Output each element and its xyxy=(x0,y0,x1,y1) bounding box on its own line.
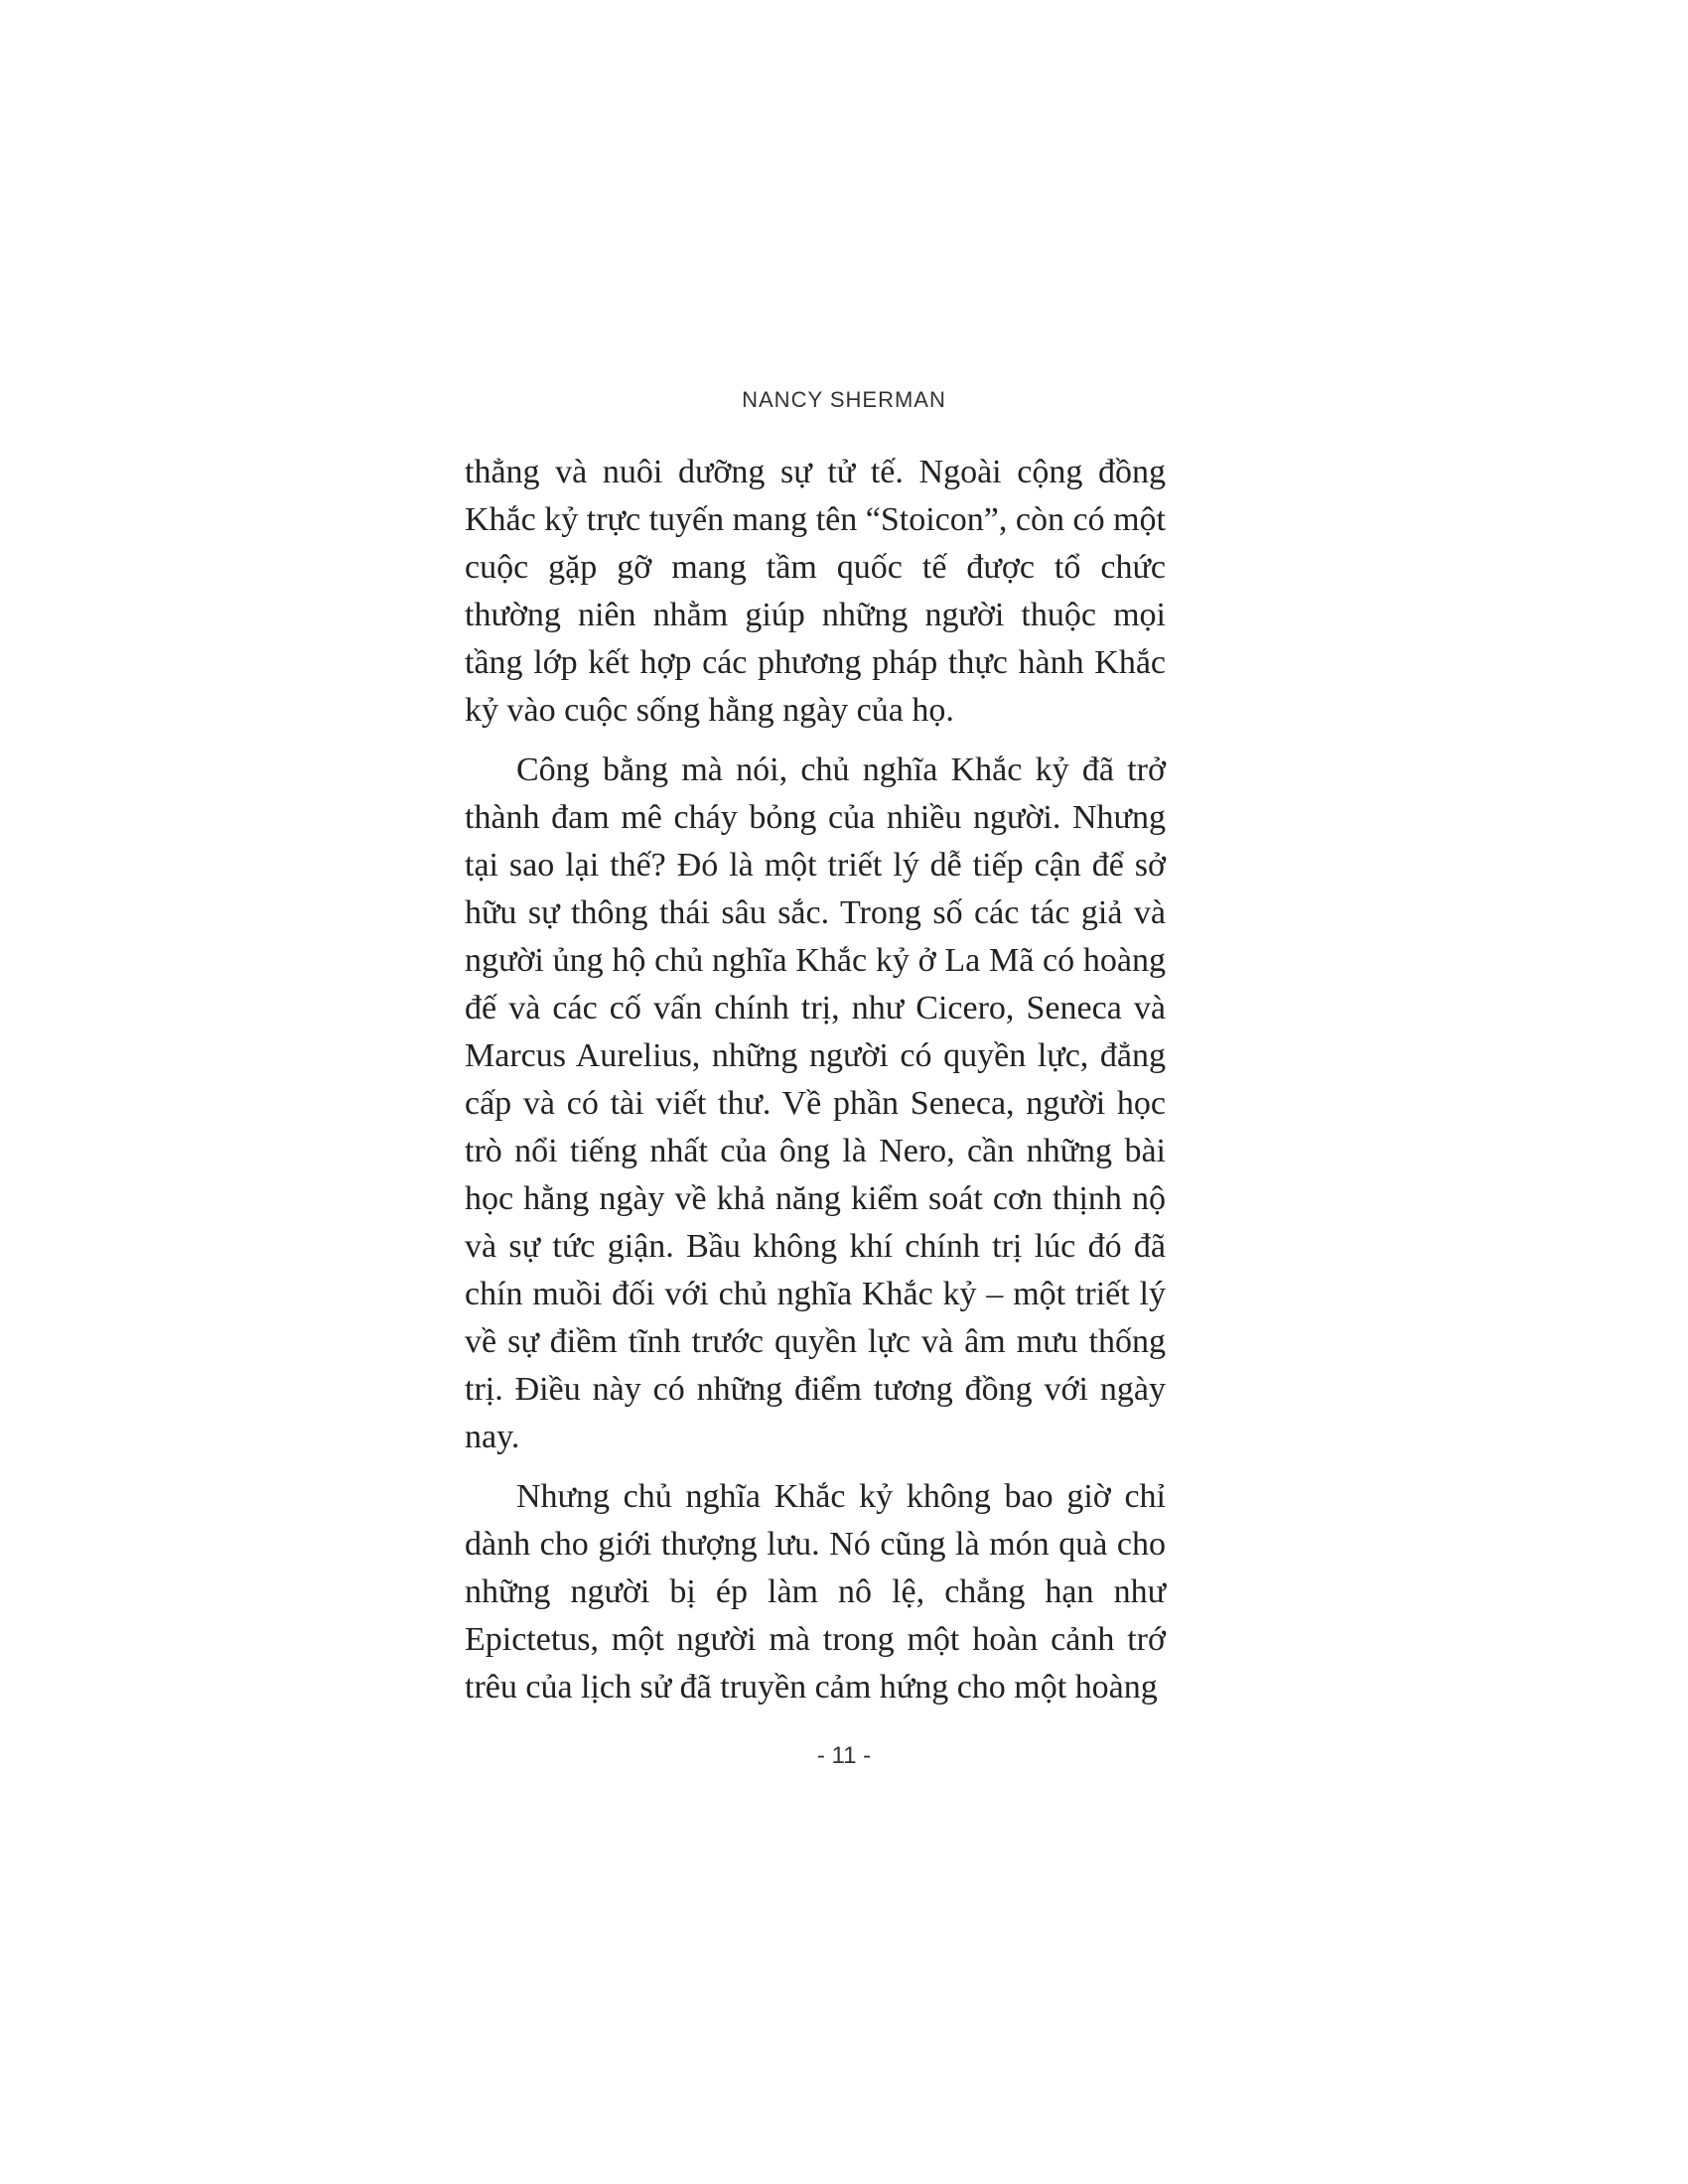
paragraph: Nhưng chủ nghĩa Khắc kỷ không bao giờ chỉ dành cho giới thượng lưu. Nó cũng là món quà cho những người bị ép làm nô lệ, chẳng hạn như Epictetus, một người mà trong một hoàn cảnh trớ trêu của lịch sử đã truyền cảm hứng cho một hoàng xyxy=(465,1478,1166,1706)
paragraph: thẳng và nuôi dưỡng sự tử tế. Ngoài cộng đồng Khắc kỷ trực tuyến mang tên “Stoicon”, còn có một cuộc gặp gỡ mang tầm quốc tế được tổ chức thường niên nhằm giúp những người thuộc mọi tầng lớp kết hợp các phương pháp thực hành Khắc kỷ vào cuộc sống hằng ngày của họ. xyxy=(465,454,1166,729)
paragraph: Công bằng mà nói, chủ nghĩa Khắc kỷ đã trở thành đam mê cháy bỏng của nhiều người. Nhưng tại sao lại thế? Đó là một triết lý dễ tiếp cận để sở hữu sự thông thái sâu sắc. Trong số các tác giả và người ủng hộ chủ nghĩa Khắc kỷ ở La Mã có hoàng đế và các cố vấn chính trị, như Cicero, Seneca và Marcus Aurelius, những người có quyền lực, đẳng cấp và có tài viết thư. Về phần Seneca, người học trò nổi tiếng nhất của ông là Nero, cần những bài học hằng ngày về khả năng kiểm soát cơn thịnh nộ và sự tức giận. Bầu không khí chính trị lúc đó đã chín muồi đối với chủ nghĩa Khắc kỷ – một triết lý về sự điềm tĩnh trước quyền lực và âm mưu thống trị. Điều này có những điểm tương đồng với ngày nay. xyxy=(465,751,1166,1455)
running-header-author: NANCY SHERMAN xyxy=(742,387,946,412)
body-text xyxy=(465,449,1166,1711)
page-number: - 11 - xyxy=(816,1742,872,1769)
